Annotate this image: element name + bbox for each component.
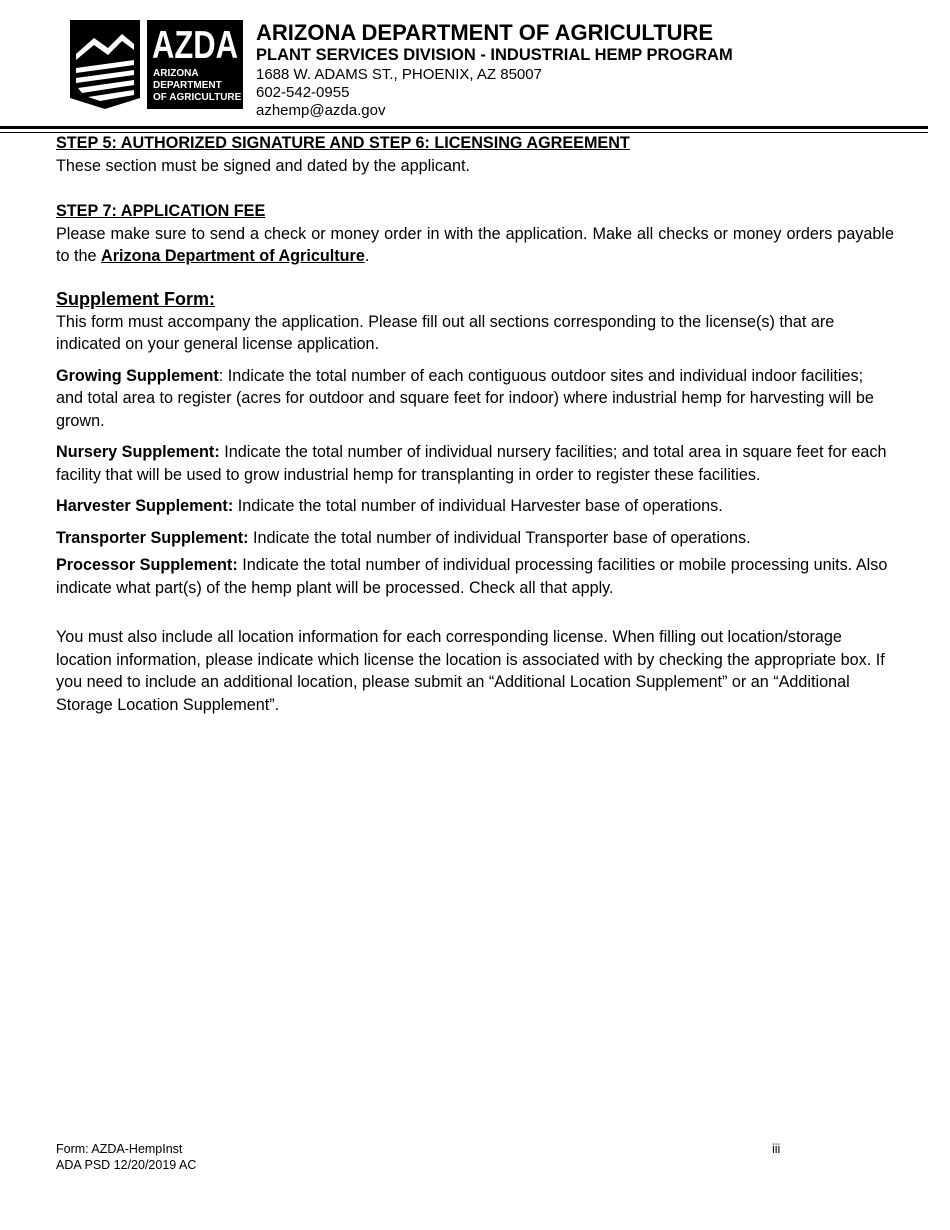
step7-text: Please make sure to send a check or money order in with the application. Make all checks or money orders payable to the Arizona Department of Agriculture.	[56, 224, 894, 265]
phone-number: 602-542-0955	[256, 84, 350, 101]
processor-supplement: Processor Supplement: Indicate the total number of individual processing facilities or mobile processing units. Also indicate what part(s) of the hemp plant will be processed. Check all that apply.	[56, 556, 888, 597]
document-body	[56, 132, 894, 716]
svg-text:AZDA: AZDA	[152, 24, 238, 67]
supplement-intro: This form must accompany the application. Please fill out all sections corresponding to the license(s) that are indicated on your general license application.	[56, 312, 835, 353]
svg-text:OF AGRICULTURE: OF AGRICULTURE	[153, 92, 242, 103]
footer	[56, 1141, 196, 1173]
transporter-supplement: Transporter Supplement: Indicate the total number of individual Transporter base of operations.	[56, 528, 751, 547]
harvester-supplement: Harvester Supplement: Indicate the total number of individual Harvester base of operations.	[56, 497, 723, 515]
logo-emblem	[70, 20, 140, 109]
letterhead	[256, 20, 733, 120]
growing-supplement: Growing Supplement: Indicate the total number of each contiguous outdoor sites and individual indoor facilities; and total area to register (acres for outdoor and square feet for indoor) where industrial hemp for harvesting will be grown.	[56, 366, 874, 430]
email-address: azhemp@azda.gov	[256, 102, 386, 119]
address: 1688 W. ADAMS ST., PHOENIX, AZ 85007	[256, 66, 542, 83]
agency-name: ARIZONA DEPARTMENT OF AGRICULTURE	[256, 20, 714, 45]
step7-heading: STEP 7: APPLICATION FEE	[56, 202, 266, 220]
payee-name: Arizona Department of Agriculture	[101, 247, 365, 265]
supplement-form-title: Supplement Form:	[56, 288, 216, 309]
page-number: iii	[772, 1142, 781, 1156]
form-id: Form: AZDA-HempInst	[56, 1142, 183, 1156]
division-name: PLANT SERVICES DIVISION - INDUSTRIAL HEMP PROGRAM	[256, 46, 733, 64]
nursery-supplement: Nursery Supplement: Indicate the total number of individual nursery facilities; and total area in square feet for each facility that will be used to grow industrial hemp for transplanting in order to register these facilities.	[56, 443, 887, 484]
step5-6-heading: STEP 5: AUTHORIZED SIGNATURE AND STEP 6: LICENSING AGREEMENT	[56, 134, 630, 152]
azda-logo	[68, 20, 243, 109]
step5-6-text: These section must be signed and dated by the applicant.	[56, 156, 470, 175]
location-instructions: You must also include all location information for each corresponding license. When filling out location/storage location information, please indicate which license the location is associated with by checking the appropriate box. If you need to include an additional location, please submit an “Additional Location Supplement” or an “Additional Storage Location Supplement”.	[56, 628, 885, 714]
header-divider-thick	[0, 126, 928, 129]
logo-wordmark	[147, 20, 243, 109]
svg-text:DEPARTMENT: DEPARTMENT	[153, 80, 222, 91]
svg-text:ARIZONA: ARIZONA	[153, 68, 199, 79]
form-revision: ADA PSD 12/20/2019 AC	[56, 1158, 197, 1172]
